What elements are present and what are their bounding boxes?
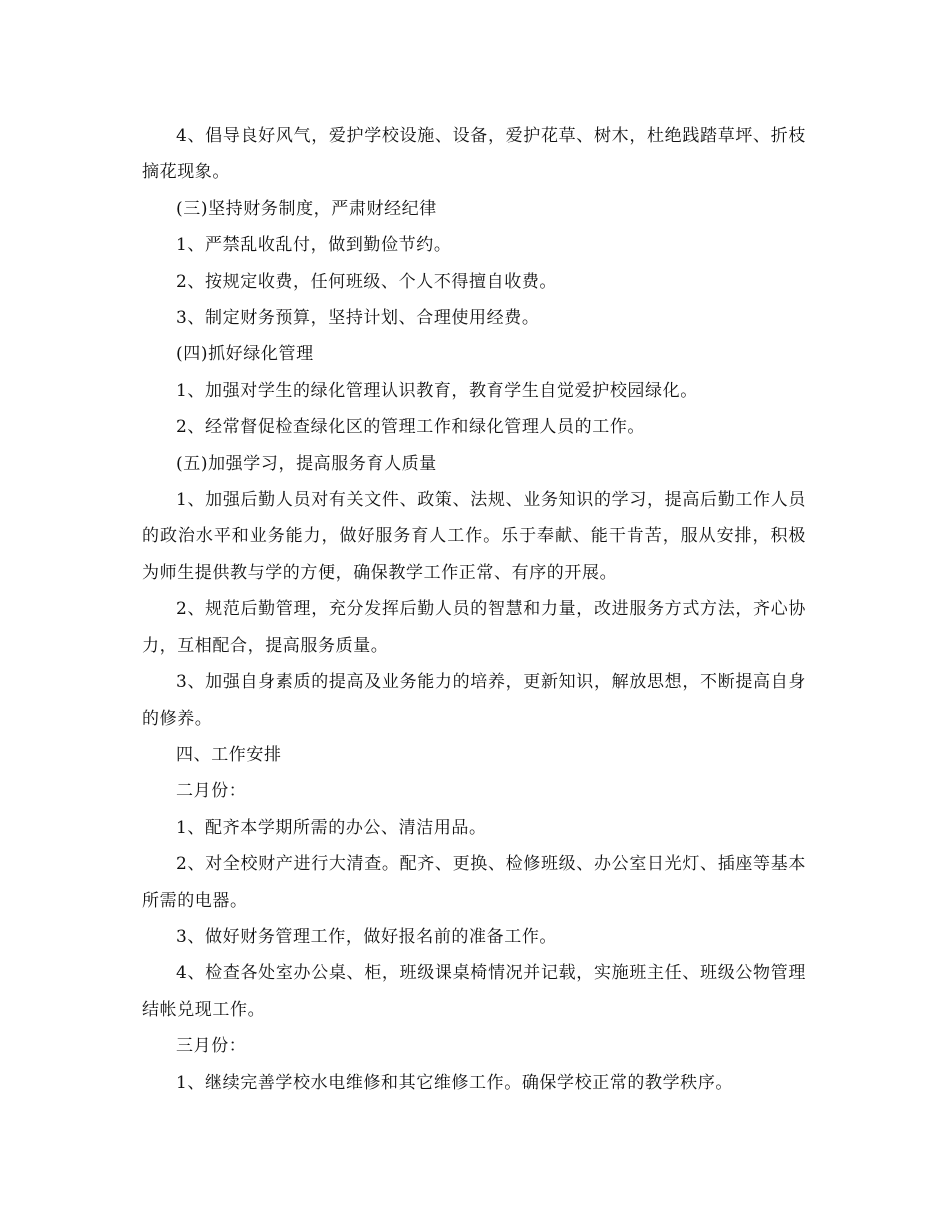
paragraph-february-4: 4、检查各处室办公桌、柜，班级课桌椅情况并记载，实施班主任、班级公物管理结帐兑现工作。 [142,963,806,1020]
month-heading-february: 二月份： [176,781,247,802]
section-heading-finance: (三)坚持财务制度，严肃财经纪律 [176,198,437,219]
paragraph-finance-2: 2、按规定收费，任何班级、个人不得擅自收费。 [176,271,558,292]
section-heading-work-plan: 四、工作安排 [176,744,282,765]
paragraph-learning-1: 1、加强后勤人员对有关文件、政策、法规、业务知识的学习，提高后勤工作人员的政治水平和业务能力，做好服务育人工作。乐于奉献、能干肯苦，服从安排，积极为师生提供教与学的方便，确保教学工作正常、有序的开展。 [142,490,806,583]
paragraph-greening-1: 1、加强对学生的绿化管理认识教育，教育学生自觉爱护校园绿化。 [176,380,698,401]
paragraph-finance-1: 1、严禁乱收乱付，做到勤俭节约。 [176,235,452,256]
paragraph-march-1: 1、继续完善学校水电维修和其它维修工作。确保学校正常的教学秩序。 [176,1072,734,1093]
section-heading-learning: (五)加强学习，提高服务育人质量 [176,453,437,474]
document-body [142,118,806,1101]
paragraph-facility-care: 4、倡导良好风气，爱护学校设施、设备，爱护花草、树木，杜绝践踏草坪、折枝摘花现象。 [142,126,806,183]
section-heading-greening: (四)抓好绿化管理 [176,344,314,365]
paragraph-february-3: 3、做好财务管理工作，做好报名前的准备工作。 [176,926,558,947]
paragraph-greening-2: 2、经常督促检查绿化区的管理工作和绿化管理人员的工作。 [176,417,646,438]
paragraph-february-2: 2、对全校财产进行大清查。配齐、更换、检修班级、办公室日光灯、插座等基本所需的电器。 [142,854,806,911]
paragraph-finance-3: 3、制定财务预算，坚持计划、合理使用经费。 [176,308,540,329]
paragraph-learning-2: 2、规范后勤管理，充分发挥后勤人员的智慧和力量，改进服务方式方法，齐心协力，互相配合，提高服务质量。 [142,599,806,656]
paragraph-learning-3: 3、加强自身素质的提高及业务能力的培养，更新知识，解放思想，不断提高自身的修养。 [142,672,806,729]
month-heading-march: 三月份： [176,1036,247,1057]
paragraph-february-1: 1、配齐本学期所需的办公、清洁用品。 [176,817,487,838]
